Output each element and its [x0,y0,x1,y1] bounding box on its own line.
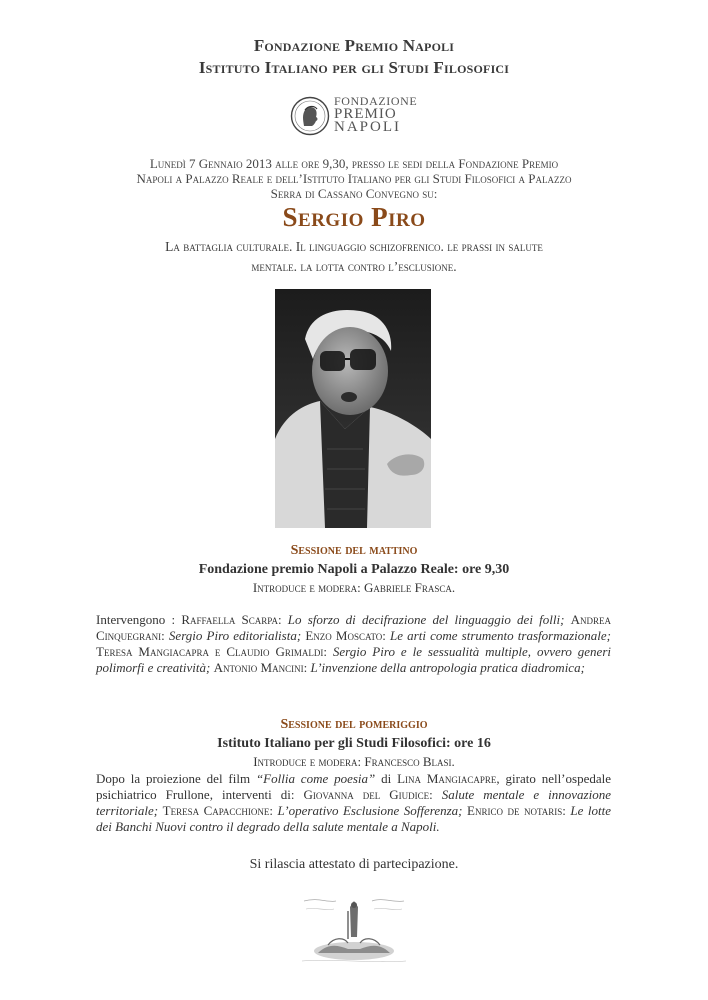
attestato-note: Si rilascia attestato di partecipazione. [249,857,459,872]
talk-title: Salute mentale e innovazione territoriale; [96,787,611,818]
speaker-name: Enrico de notaris [467,803,563,818]
speaker-name: Andrea Cinquegrani [96,612,612,643]
logo-word-3: NAPOLI [334,119,401,135]
talk-title: Le lotte dei Banchi Nuovi contro il degrado della salute mentale a Napoli. [96,803,612,834]
talk-title: Sergio Piro e le sessualità multiple, ovvero generi polimorfi e creatività; [96,644,611,675]
morning-session-place: Fondazione premio Napoli a Palazzo Reale: ore 9,30 [198,562,510,577]
talk-title: L’operativo Esclusione Sofferenza; [277,803,463,818]
afternoon-speakers: Dopo la proiezione del film “Follia come poesia” di Lina Mangiacapre, girato nell’ospedale psichiatrico Frullone, interventi di: Giovanna del Giudice: Salute mentale e innovazione territoriale; Teresa Capacchione: L’operativo Esclusione Sofferenza; Enrico de notaris: Le lotte dei Banchi Nuovi contro il degrado della salute mentale a Napoli. [96,771,612,834]
event-info [60,156,648,201]
morning-speakers: Intervengono : Raffaella Scarpa: Lo sforzo di decifrazione del linguaggio dei folli; Andrea Cinquegrani: Sergio Piro editorialista; Enzo Moscato: Le arti come strumento trasformazionale; Teresa Mangiacapra e Claudio Grimaldi: Sergio Piro e le sessualità multiple, ovvero generi polimorfi e creatività; Antonio Mancini: L’invenzione della antropologia pratica diadromica; [96,612,612,675]
organization-line-2: Istituto Italiano per gli Studi Filosofici [198,58,510,77]
talk-title: L’invenzione della antropologia pratica diadromica; [310,660,585,675]
speaker-name: Teresa Mangiacapra e Claudio Grimaldi [96,644,324,659]
film-title: “Follia come poesia” [255,771,376,786]
event-info-line-2: Napoli a Palazzo Reale e dell’Istituto Italiano per gli Studi Filosofici a Palazzo [136,171,572,186]
afternoon-session-title: Sessione del pomeriggio [280,717,428,732]
logo-word-1: FONDAZIONE [334,94,418,108]
event-info-line-1: Lunedì 7 Gennaio 2013 alle ore 9,30, presso le sedi della Fondazione Premio [149,156,559,171]
premio-napoli-logo [290,94,420,140]
event-subtitle [80,237,628,277]
subtitle-line-1: La battaglia culturale. Il linguaggio schizofrenico. le prassi in salute [165,239,543,254]
morning-session-intro: Introduce e modera: Gabriele Frasca. [252,580,456,595]
film-di: di [375,771,398,786]
speakers-lead: Intervengono : [96,612,182,627]
afternoon-session-place: Istituto Italiano per gli Studi Filosofici: ore 16 [217,736,491,751]
event-title: Sergio Piro [282,202,426,232]
speaker-name: Antonio Mancini [213,660,304,675]
speaker-name: Enzo Moscato [305,628,383,643]
seal-icon [290,96,330,136]
logo-word-2: PREMIO [334,106,397,122]
morning-session-title: Sessione del mattino [290,543,418,558]
speaker-name: Teresa Capacchione [162,803,270,818]
talk-title: Lo sforzo di decifrazione del linguaggio dei folli; [287,612,565,627]
afternoon-session-intro: Introduce e modera: Francesco Blasi. [253,754,455,769]
portrait-photo [275,289,431,528]
organization-line-1: Fondazione Premio Napoli [253,36,455,55]
event-info-line-3: Serra di Cassano Convegno su: [270,186,438,201]
film-lead: Dopo la proiezione del film [96,771,256,786]
speaker-name: Raffaella Scarpa [181,612,278,627]
talk-title: Sergio Piro editorialista; [168,628,302,643]
speaker-name: Giovanna del Giudice [303,787,430,802]
subtitle-line-2: mentale. la lotta contro l’esclusione. [251,259,457,274]
logo-wordmark [334,95,420,134]
republic-emblem-icon [298,893,410,967]
film-director: Lina Mangiacapre [397,771,497,786]
film-details: , girato nell’ospedale psichiatrico Frullone, interventi di: [96,771,611,802]
talk-title: Le arti come strumento trasformazionale; [390,628,611,643]
